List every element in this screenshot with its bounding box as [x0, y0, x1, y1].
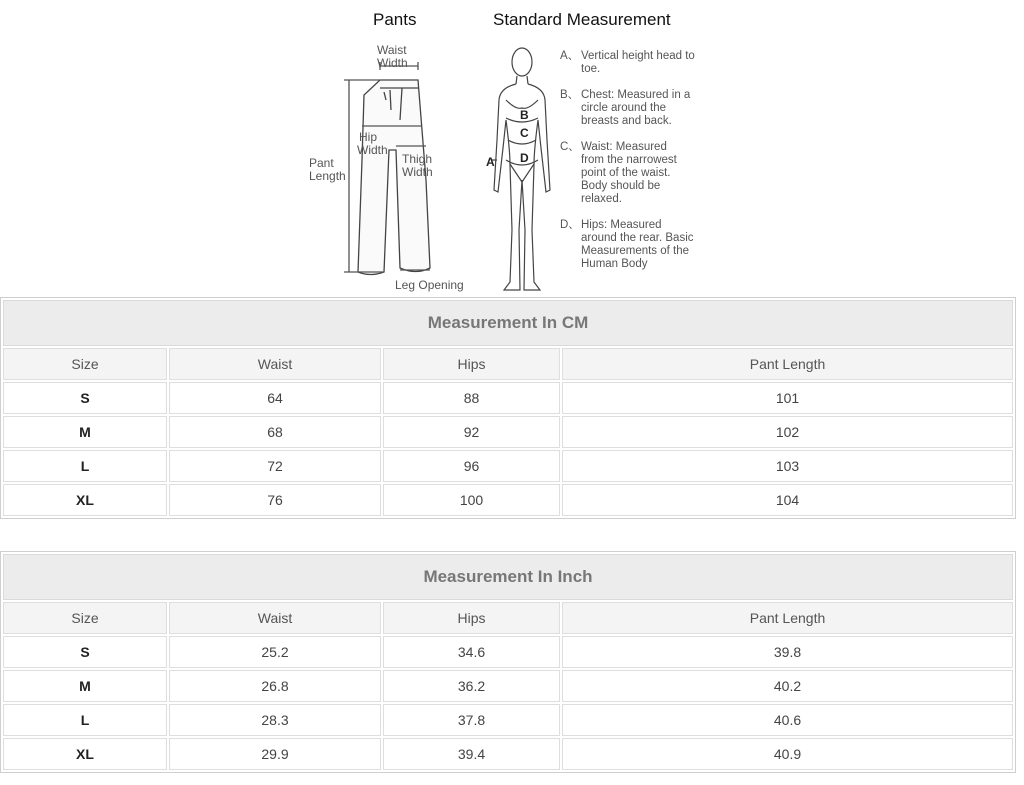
table-row — [3, 382, 1013, 414]
pant-length-cell: 40.2 — [562, 670, 1013, 702]
size-cell: S — [3, 382, 167, 414]
table-row — [3, 738, 1013, 770]
column-header-pant-length: Pant Length — [562, 348, 1013, 380]
column-header-waist: Waist — [169, 602, 381, 634]
hips-cell: 100 — [383, 484, 560, 516]
pant-length-cell: 101 — [562, 382, 1013, 414]
table-header-row — [3, 602, 1013, 634]
legend-key: D、 — [560, 219, 580, 231]
pants-title: Pants — [373, 10, 417, 29]
size-cell: L — [3, 450, 167, 482]
size-cell: XL — [3, 738, 167, 770]
size-cell: L — [3, 704, 167, 736]
hips-cell: 96 — [383, 450, 560, 482]
hip-width-label-line1: Hip — [359, 130, 378, 144]
size-cell: M — [3, 670, 167, 702]
leg-opening-label: Leg Opening — [395, 278, 464, 292]
waist-cell: 76 — [169, 484, 381, 516]
head-outline — [512, 48, 532, 76]
measurement-diagram — [300, 0, 720, 296]
inch-table-title: Measurement In Inch — [3, 554, 1013, 600]
pant-length-cell: 40.9 — [562, 738, 1013, 770]
table-row — [3, 450, 1013, 482]
table-row — [3, 704, 1013, 736]
pant-length-cell: 102 — [562, 416, 1013, 448]
waist-cell: 64 — [169, 382, 381, 414]
waist-width-label-line1: Waist — [377, 43, 407, 57]
waist-cell: 28.3 — [169, 704, 381, 736]
pant-length-cell: 40.6 — [562, 704, 1013, 736]
table-row — [3, 636, 1013, 668]
pant-length-cell: 103 — [562, 450, 1013, 482]
size-cell: XL — [3, 484, 167, 516]
table-row — [3, 416, 1013, 448]
hips-cell: 36.2 — [383, 670, 560, 702]
column-header-hips: Hips — [383, 602, 560, 634]
legend-text: Chest: Measured in a circle around the breasts and back. — [581, 89, 691, 127]
waist-cell: 25.2 — [169, 636, 381, 668]
body-letter-b: B — [520, 108, 529, 122]
body-letter-a: A — [486, 155, 495, 169]
size-cell: S — [3, 636, 167, 668]
waist-cell: 29.9 — [169, 738, 381, 770]
waist-cell: 72 — [169, 450, 381, 482]
column-header-pant-length: Pant Length — [562, 602, 1013, 634]
table-row — [3, 670, 1013, 702]
standard-measurement-title: Standard Measurement — [493, 10, 671, 29]
size-cell: M — [3, 416, 167, 448]
legend-key: A、 — [560, 50, 580, 62]
waist-width-label-line2: Width — [377, 56, 408, 70]
legend-text: Waist: Measured from the narrowest point of the waist. Body should be relaxed. — [581, 141, 677, 205]
hips-cell: 92 — [383, 416, 560, 448]
table-header-row — [3, 348, 1013, 380]
pant-length-label-line2: Length — [309, 169, 346, 183]
table-row — [3, 484, 1013, 516]
column-header-waist: Waist — [169, 348, 381, 380]
column-header-size: Size — [3, 348, 167, 380]
legend-key: B、 — [560, 89, 580, 101]
waist-cell: 26.8 — [169, 670, 381, 702]
legend-text: Hips: Measured around the rear. Basic Measurements of the Human Body — [581, 219, 694, 270]
inch-size-table — [0, 551, 1016, 773]
column-header-size: Size — [3, 602, 167, 634]
inch-table-grid — [1, 600, 1015, 772]
hips-cell: 34.6 — [383, 636, 560, 668]
cm-size-table — [0, 297, 1016, 519]
pant-length-cell: 39.8 — [562, 636, 1013, 668]
pant-length-cell: 104 — [562, 484, 1013, 516]
hips-cell: 39.4 — [383, 738, 560, 770]
legend-text: Vertical height head to toe. — [581, 50, 695, 75]
pant-length-label-line1: Pant — [309, 156, 334, 170]
body-letter-c: C — [520, 126, 529, 140]
cm-table-title: Measurement In CM — [3, 300, 1013, 346]
body-letter-d: D — [520, 151, 529, 165]
hips-cell: 88 — [383, 382, 560, 414]
thigh-width-label-line1: Thigh — [402, 152, 433, 166]
cm-table-grid — [1, 346, 1015, 518]
waist-cell: 68 — [169, 416, 381, 448]
column-header-hips: Hips — [383, 348, 560, 380]
hip-width-label-line2: Width — [357, 143, 388, 157]
thigh-width-label-line2: Width — [402, 165, 433, 179]
legend-key: C、 — [560, 141, 580, 153]
hips-cell: 37.8 — [383, 704, 560, 736]
